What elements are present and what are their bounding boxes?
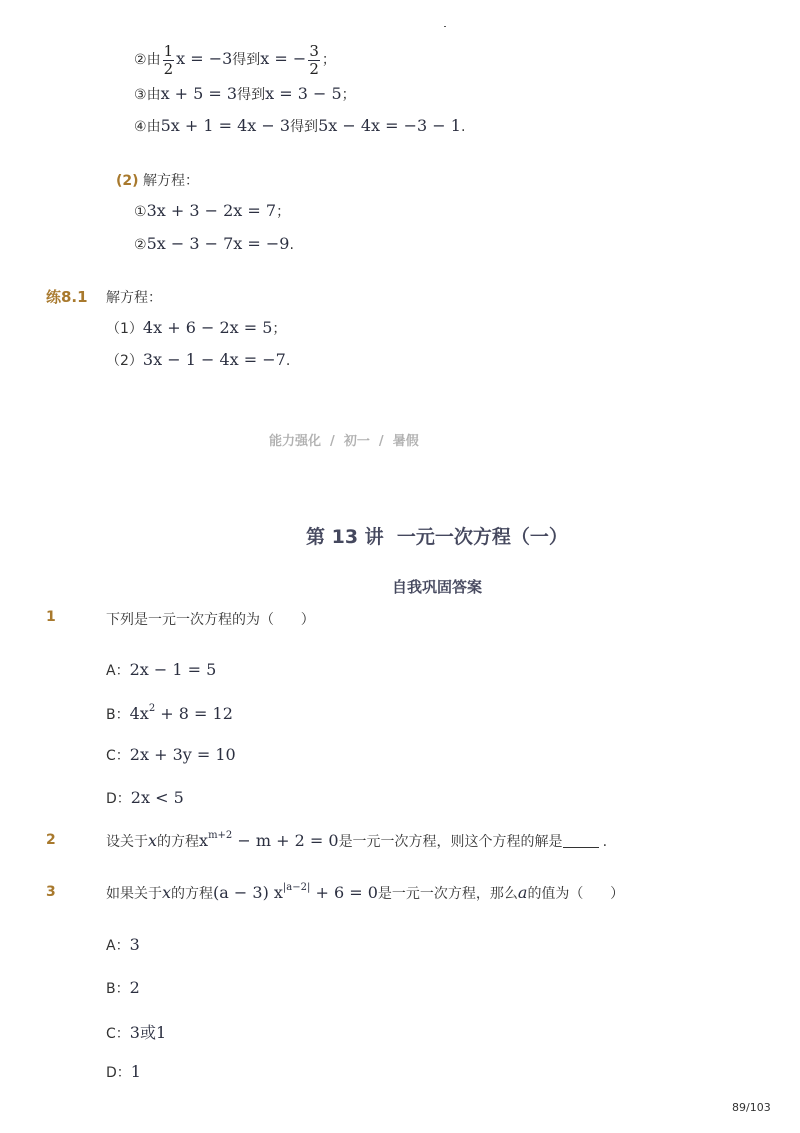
part2-heading	[116, 170, 199, 190]
question-number-1: 1	[46, 609, 56, 625]
question-2-text: 设关于x的方程$x^{m+2} - m + 2 = 0$是一元一次方程，则这个方程的解是 .	[106, 830, 608, 850]
part2-label: (2)	[116, 173, 139, 189]
circled-number: ②	[134, 52, 147, 68]
lecture-title: 第 13 讲 一元一次方程（一）	[306, 526, 568, 548]
q1-option-a: A：2x − 1 = 5	[106, 660, 217, 679]
fraction-three-halves: $\frac{3}{2}$	[309, 41, 319, 78]
question-number-2: 2	[46, 832, 56, 848]
part2-item-1: ①3x + 3 − 2x = 7；	[134, 201, 291, 220]
q3-option-c: C：3或1	[106, 1023, 167, 1042]
practice-item-2: （2）3x − 1 − 4x = −7.	[106, 350, 291, 369]
practice-label: 练8.1	[46, 288, 88, 306]
q3-option-d: D：1	[106, 1062, 141, 1081]
part2-item-2: ②5x − 3 − 7x = −9.	[134, 234, 294, 253]
answer-blank	[563, 835, 599, 848]
section-title: 自我巩固答案	[392, 578, 483, 596]
solution-item-2: ②由 $\frac{1}{2}$ x = −3得到x = − $\frac{3}{2}$ ；	[134, 41, 336, 78]
practice-item-1: （1）4x + 6 − 2x = 5；	[106, 318, 287, 337]
q1-option-b: B：$4x^2 + 8 = 12$	[106, 703, 233, 723]
question-3-text: 如果关于x的方程(a − 3) $x^{|a-2|} + 6 = 0$是一元一次方程，那么a的值为（ ）	[106, 882, 625, 902]
practice-text: 解方程：	[106, 290, 162, 306]
top-mark	[444, 26, 446, 27]
fraction-half: $\frac{1}{2}$	[163, 41, 174, 78]
course-footer: 能力强化 / 初一 / 暑假	[269, 434, 419, 449]
question-1-text: 下列是一元一次方程的为（ ）	[106, 612, 315, 628]
q3-option-b: B：2	[106, 978, 140, 997]
solution-item-3: ③由x + 5 = 3得到x = 3 − 5；	[134, 84, 356, 103]
q3-option-a: A：3	[106, 935, 140, 954]
q1-option-c: C：2x + 3y = 10	[106, 745, 236, 764]
page-number: 89/103	[732, 1101, 771, 1114]
q1-option-d: D：2x < 5	[106, 788, 184, 807]
part2-text: 解方程：	[143, 173, 199, 189]
question-number-3: 3	[46, 884, 56, 900]
solution-item-4: ④由5x + 1 = 4x − 3得到5x − 4x = −3 − 1.	[134, 116, 466, 135]
